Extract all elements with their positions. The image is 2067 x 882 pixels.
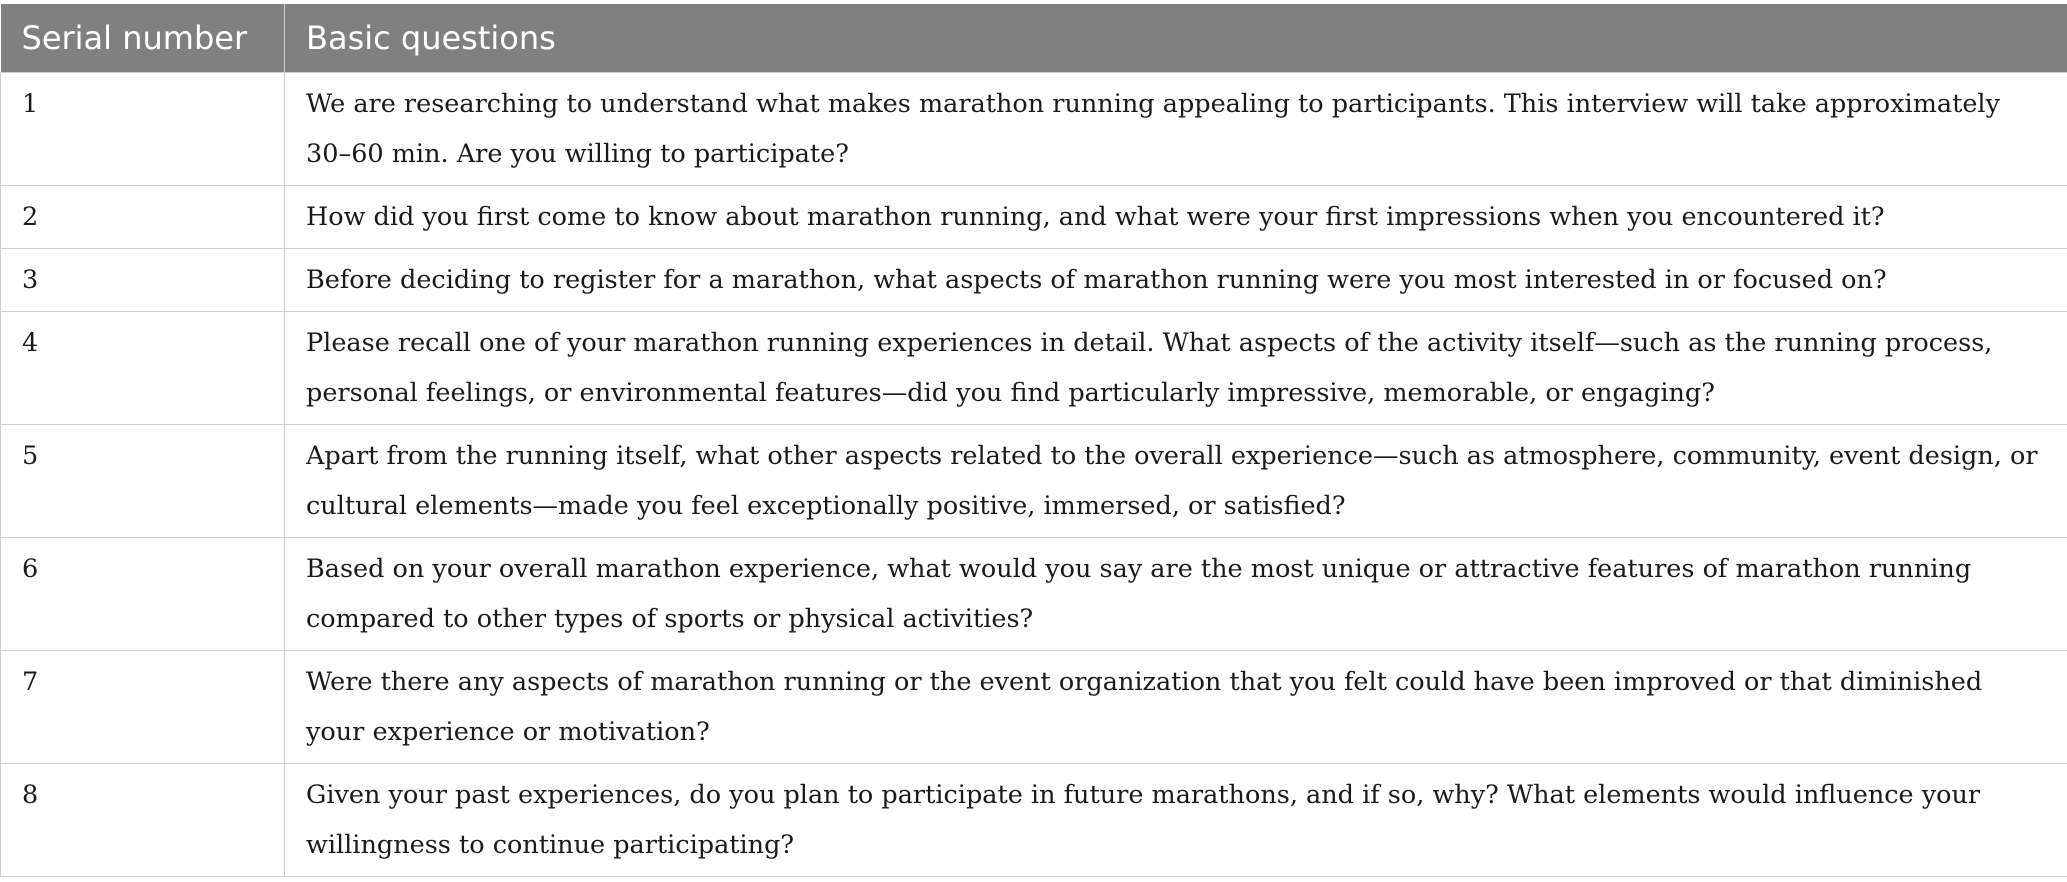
question-cell: Please recall one of your marathon running experiences in detail. What aspects of the activity itself—such as the running process, personal feelings, or environmental features—did you find particularly impressive, memorable, or engaging? bbox=[285, 311, 2067, 424]
questions-table-container bbox=[0, 4, 2067, 877]
question-cell: Apart from the running itself, what other aspects related to the overall experience—such as atmosphere, community, event design, or cultural elements—made you feel exceptionally positive, immersed, or satisfied? bbox=[285, 424, 2067, 537]
serial-number-cell: 4 bbox=[1, 311, 285, 424]
question-cell: Before deciding to register for a marathon, what aspects of marathon running were you most interested in or focused on? bbox=[285, 248, 2067, 311]
table-row bbox=[1, 650, 2067, 763]
table-header bbox=[1, 4, 2067, 72]
header-basic-questions: Basic questions bbox=[285, 4, 2067, 72]
question-cell: Based on your overall marathon experience, what would you say are the most unique or attractive features of marathon running compared to other types of sports or physical activities? bbox=[285, 537, 2067, 650]
serial-number-cell: 3 bbox=[1, 248, 285, 311]
serial-number-cell: 5 bbox=[1, 424, 285, 537]
table-row bbox=[1, 763, 2067, 876]
question-cell: Given your past experiences, do you plan to participate in future marathons, and if so, why? What elements would influence your willingness to continue participating? bbox=[285, 763, 2067, 876]
table-row bbox=[1, 72, 2067, 185]
serial-number-cell: 7 bbox=[1, 650, 285, 763]
header-serial-number: Serial number bbox=[1, 4, 285, 72]
table-row bbox=[1, 248, 2067, 311]
question-cell: Were there any aspects of marathon running or the event organization that you felt could have been improved or that diminished your experience or motivation? bbox=[285, 650, 2067, 763]
table-row bbox=[1, 185, 2067, 248]
serial-number-cell: 1 bbox=[1, 72, 285, 185]
table-row bbox=[1, 311, 2067, 424]
header-row bbox=[1, 4, 2067, 72]
serial-number-cell: 6 bbox=[1, 537, 285, 650]
questions-table bbox=[0, 4, 2067, 877]
table-row bbox=[1, 537, 2067, 650]
table-row bbox=[1, 424, 2067, 537]
serial-number-cell: 2 bbox=[1, 185, 285, 248]
question-cell: We are researching to understand what makes marathon running appealing to participants. This interview will take approximately 30–60 min. Are you willing to participate? bbox=[285, 72, 2067, 185]
table-body bbox=[1, 72, 2067, 876]
question-cell: How did you first come to know about marathon running, and what were your first impressions when you encountered it? bbox=[285, 185, 2067, 248]
serial-number-cell: 8 bbox=[1, 763, 285, 876]
